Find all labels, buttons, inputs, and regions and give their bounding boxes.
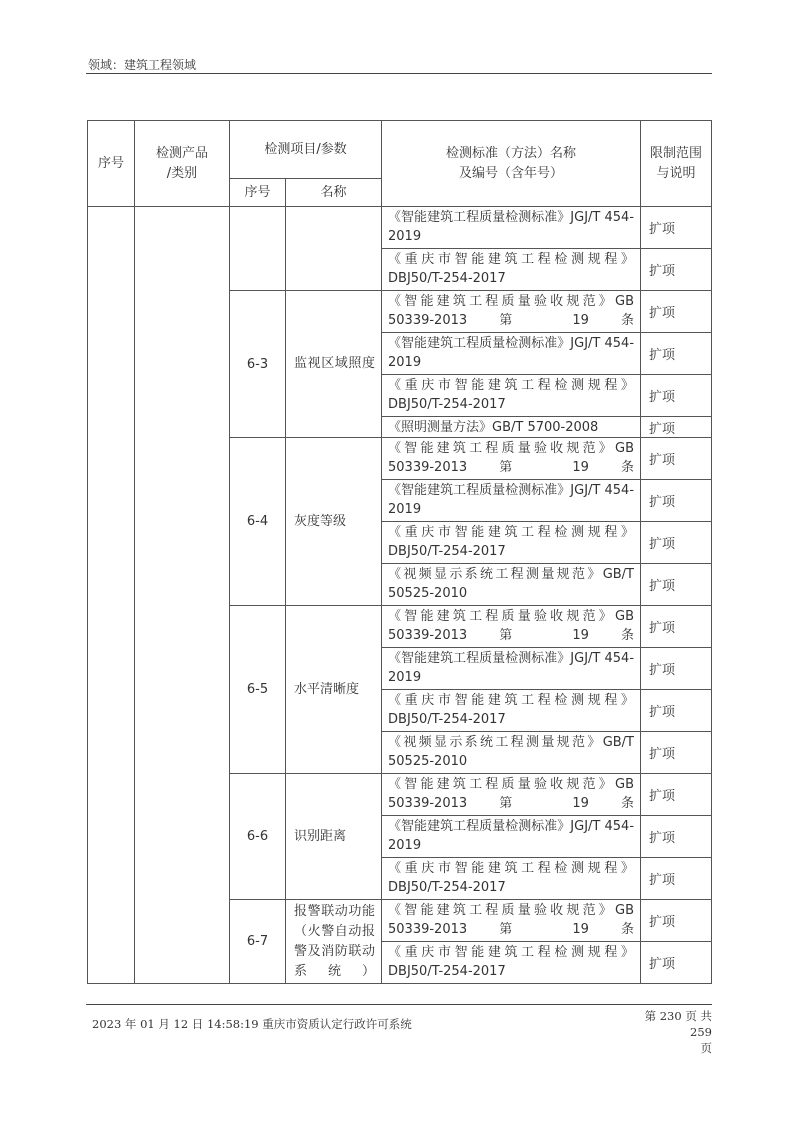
standard-cell: 《智能建筑工程质量检测标准》JGJ/T 454-2019 [382, 207, 641, 249]
limit-cell: 扩项 [641, 774, 712, 816]
standard-cell: 《重庆市智能建筑工程检测规程》DBJ50/T-254-2017 [382, 690, 641, 732]
limit-cell: 扩项 [641, 942, 712, 984]
item-id-cell: 6-4 [230, 438, 286, 606]
limit-cell: 扩项 [641, 606, 712, 648]
col-header-seq: 序号 [88, 121, 135, 207]
item-id-cell: 6-7 [230, 900, 286, 984]
item-name-cell [286, 207, 382, 291]
limit-cell: 扩项 [641, 375, 712, 417]
standard-cell: 《智能建筑工程质量验收规范》GB 50339-2013 第 19 条 [382, 774, 641, 816]
standard-cell: 《视频显示系统工程测量规范》GB/T 50525-2010 [382, 732, 641, 774]
item-name-cell: 灰度等级 [286, 438, 382, 606]
limit-cell: 扩项 [641, 564, 712, 606]
standard-cell: 《重庆市智能建筑工程检测规程》DBJ50/T-254-2017 [382, 858, 641, 900]
item-name-cell: 报警联动功能（火警自动报警及消防联动系统） [286, 900, 382, 984]
limit-cell: 扩项 [641, 648, 712, 690]
item-name-cell: 监视区域照度 [286, 291, 382, 438]
footer-timestamp: 2023 年 01 月 12 日 14:58:19 重庆市资质认定行政许可系统 [92, 1017, 412, 1031]
limit-cell: 扩项 [641, 249, 712, 291]
seq-cell [88, 207, 135, 984]
standard-cell: 《智能建筑工程质量检测标准》JGJ/T 454-2019 [382, 480, 641, 522]
item-id-cell: 6-5 [230, 606, 286, 774]
item-id-cell: 6-3 [230, 291, 286, 438]
limit-cell: 扩项 [641, 417, 712, 438]
standard-cell: 《照明测量方法》GB/T 5700-2008 [382, 417, 641, 438]
limit-cell: 扩项 [641, 732, 712, 774]
standard-cell: 《智能建筑工程质量验收规范》GB 50339-2013 第 19 条 [382, 900, 641, 942]
domain-header: 领域：建筑工程领域 [88, 58, 197, 72]
col-header-item-name: 名称 [286, 179, 382, 207]
item-id-cell [230, 207, 286, 291]
col-header-limit: 限制范围 与说明 [641, 121, 712, 207]
header-divider [86, 73, 712, 74]
page-number-line1: 第 230 页 共 259 [644, 1009, 712, 1039]
limit-cell: 扩项 [641, 438, 712, 480]
standard-cell: 《智能建筑工程质量验收规范》GB 50339-2013 第 19 条 [382, 291, 641, 333]
standard-cell: 《视频显示系统工程测量规范》GB/T 50525-2010 [382, 564, 641, 606]
table-row [88, 207, 712, 249]
standard-cell: 《重庆市智能建筑工程检测规程》DBJ50/T-254-2017 [382, 375, 641, 417]
limit-cell: 扩项 [641, 858, 712, 900]
standard-cell: 《重庆市智能建筑工程检测规程》DBJ50/T-254-2017 [382, 942, 641, 984]
limit-cell: 扩项 [641, 333, 712, 375]
standard-cell: 《智能建筑工程质量检测标准》JGJ/T 454-2019 [382, 333, 641, 375]
standard-cell: 《智能建筑工程质量验收规范》GB 50339-2013 第 19 条 [382, 438, 641, 480]
product-cell [135, 207, 230, 984]
limit-cell: 扩项 [641, 900, 712, 942]
col-header-product: 检测产品 /类别 [135, 121, 230, 207]
col-header-standard: 检测标准（方法）名称 及编号（含年号） [382, 121, 641, 207]
limit-cell: 扩项 [641, 291, 712, 333]
standard-cell: 《智能建筑工程质量验收规范》GB 50339-2013 第 19 条 [382, 606, 641, 648]
item-name-cell: 水平清晰度 [286, 606, 382, 774]
standard-cell: 《重庆市智能建筑工程检测规程》DBJ50/T-254-2017 [382, 249, 641, 291]
limit-cell: 扩项 [641, 816, 712, 858]
page-number-line2: 页 [700, 1041, 712, 1055]
standard-cell: 《重庆市智能建筑工程检测规程》DBJ50/T-254-2017 [382, 522, 641, 564]
footer-divider [86, 1004, 712, 1005]
scope-table [87, 120, 712, 984]
col-header-item-group: 检测项目/参数 [230, 121, 382, 179]
item-name-cell: 识别距离 [286, 774, 382, 900]
standard-cell: 《智能建筑工程质量检测标准》JGJ/T 454-2019 [382, 816, 641, 858]
standard-cell: 《智能建筑工程质量检测标准》JGJ/T 454-2019 [382, 648, 641, 690]
limit-cell: 扩项 [641, 207, 712, 249]
page-number [640, 1008, 712, 1056]
item-id-cell: 6-6 [230, 774, 286, 900]
col-header-item-seq: 序号 [230, 179, 286, 207]
limit-cell: 扩项 [641, 522, 712, 564]
limit-cell: 扩项 [641, 690, 712, 732]
limit-cell: 扩项 [641, 480, 712, 522]
